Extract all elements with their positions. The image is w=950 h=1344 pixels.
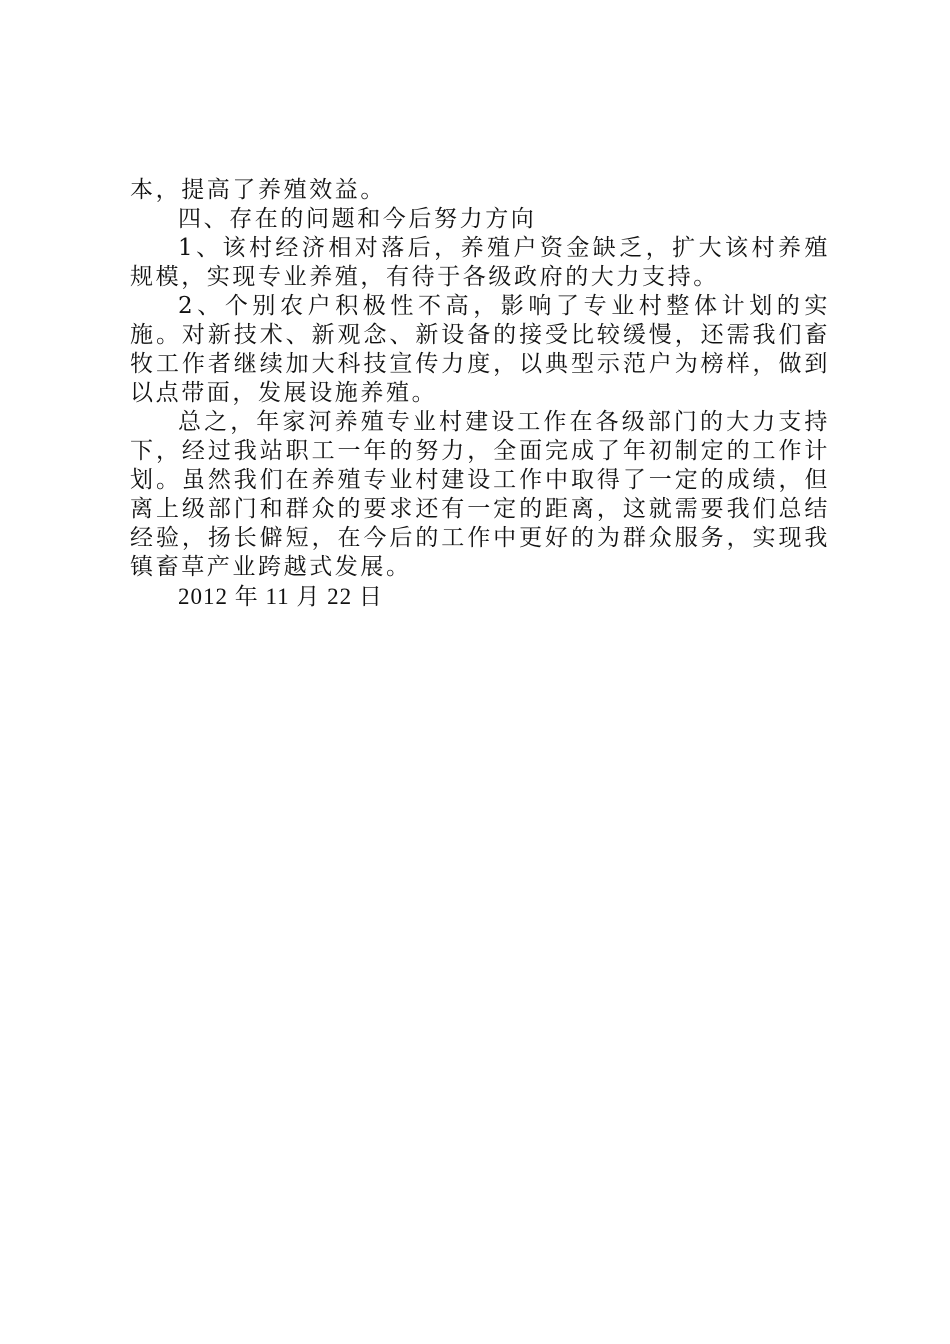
paragraph-continuation: 本，提高了养殖效益。: [130, 177, 386, 203]
document-date: 2012 年 11 月 22 日: [178, 584, 383, 609]
paragraph-problem-1: 1、该村经济相对落后，养殖户资金缺乏，扩大该村养殖规模，实现专业养殖，有待于各级政府的大力支持。: [130, 235, 830, 290]
paragraph-conclusion: 总之，年家河养殖专业村建设工作在各级部门的大力支持下，经过我站职工一年的努力，全面完成了年初制定的工作计划。虽然我们在养殖专业村建设工作中取得了一定的成绩，但离上级部门和群众的要求还有一定的距离，这就需要我们总结经验，扬长僻短，在今后的工作中更好的为群众服务，实现我镇畜草产业跨越式发展。: [130, 409, 830, 580]
section-heading: 四、存在的问题和今后努力方向: [178, 206, 537, 232]
paragraph-problem-2: 2、个别农户积极性不高，影响了专业村整体计划的实施。对新技术、新观念、新设备的接受比较缓慢，还需我们畜牧工作者继续加大科技宣传力度，以典型示范户为榜样，做到以点带面，发展设施养殖。: [130, 293, 830, 406]
document-body: [130, 176, 830, 611]
